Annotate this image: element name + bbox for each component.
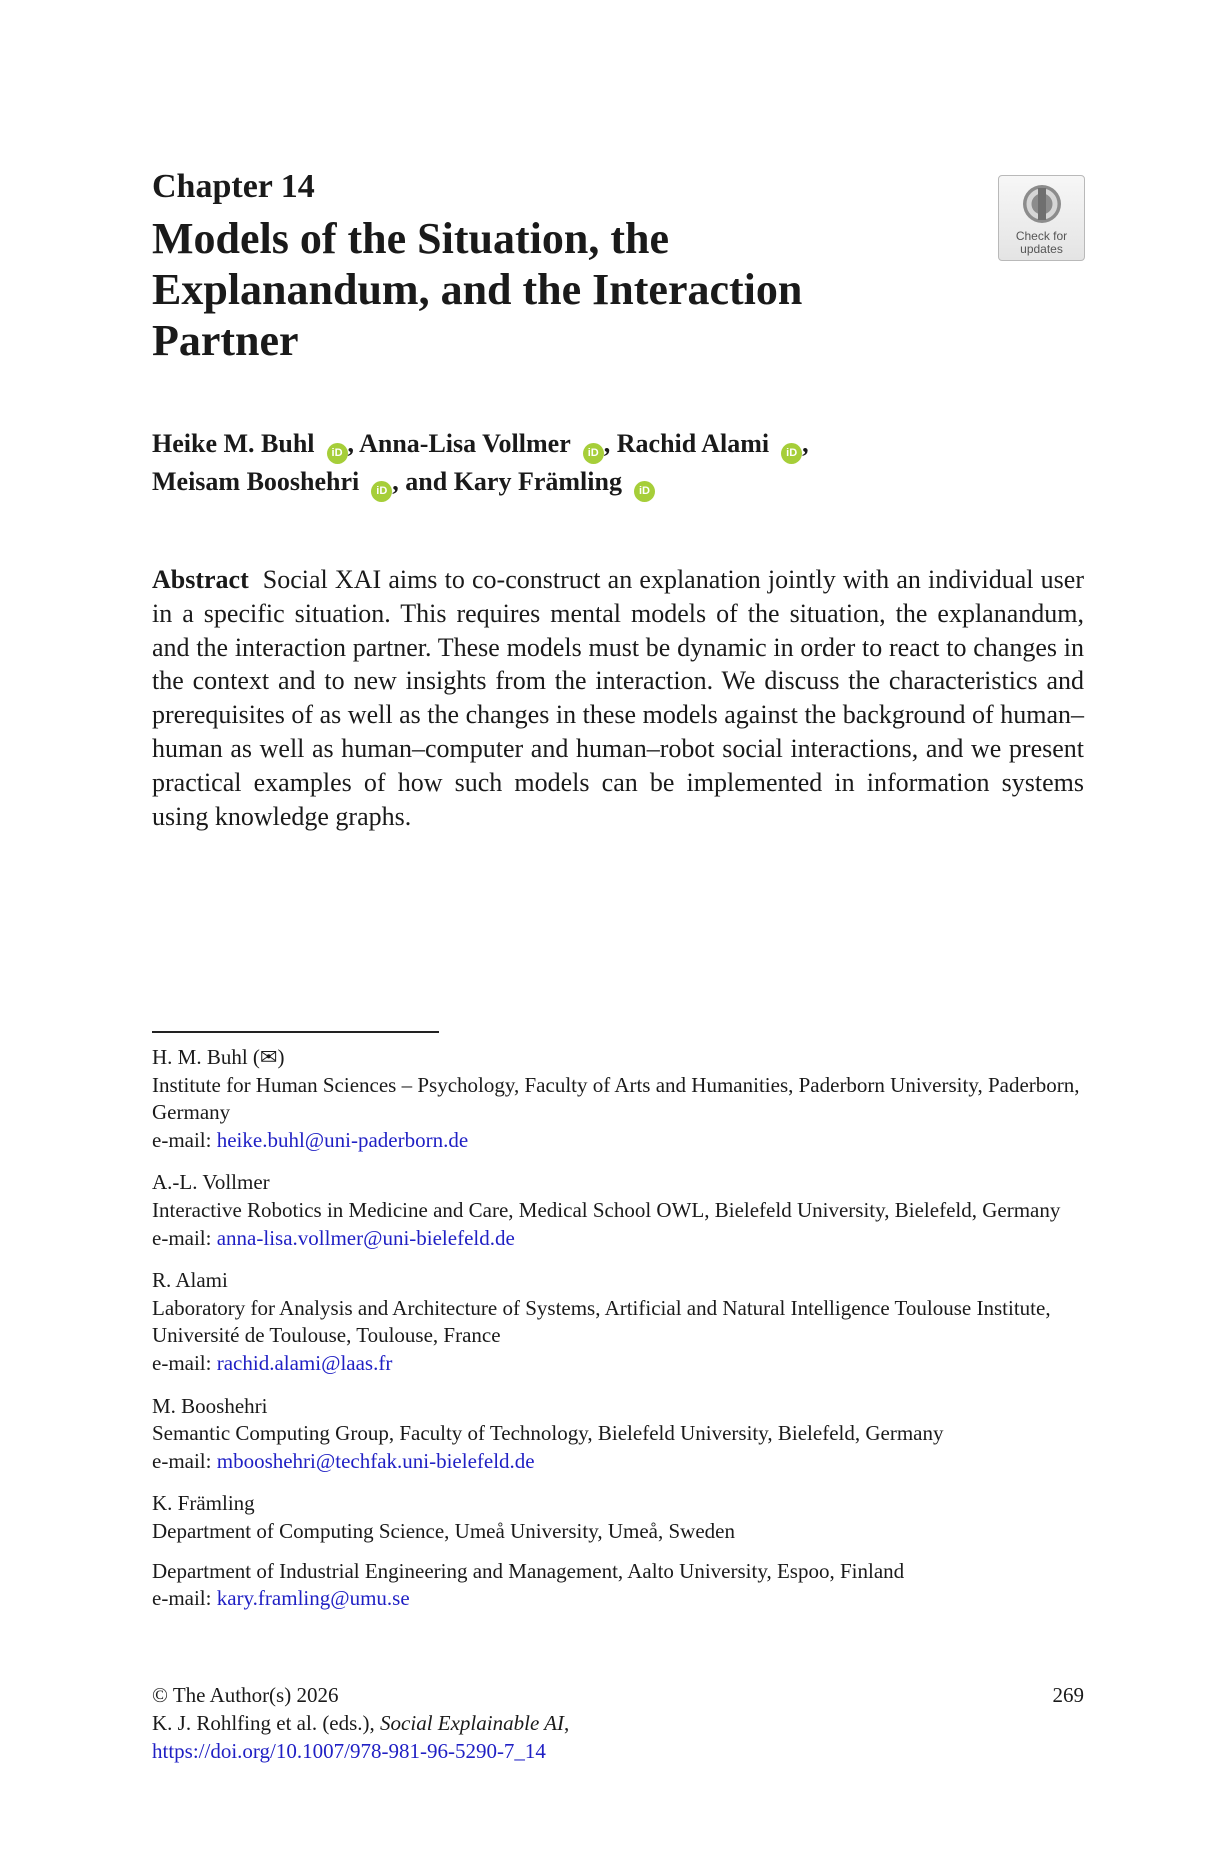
affiliation-institution: Institute for Human Sciences – Psychology, Faculty of Arts and Humanities, Paderborn University, Paderborn, Germany xyxy=(152,1072,1080,1125)
orcid-icon[interactable]: iD xyxy=(327,443,348,464)
orcid-icon[interactable]: iD xyxy=(634,481,655,502)
affiliation-institution: Laboratory for Analysis and Architecture of Systems, Artificial and Natural Intelligence Toulouse Institute, Université de Toulouse, Toulouse, France xyxy=(152,1295,1051,1348)
email-link[interactable]: mbooshehri@techfak.uni-bielefeld.de xyxy=(216,1448,535,1473)
chapter-title-line: Explanandum, and the Interaction xyxy=(152,265,803,314)
orcid-icon[interactable]: iD xyxy=(371,481,392,502)
email-link[interactable]: anna-lisa.vollmer@uni-bielefeld.de xyxy=(216,1225,515,1250)
check-for-updates-badge[interactable] xyxy=(998,175,1085,261)
email-link[interactable]: kary.framling@umu.se xyxy=(216,1586,410,1611)
author-list xyxy=(152,426,809,502)
affiliation-institution: Department of Computing Science, Umeå University, Umeå, Sweden xyxy=(152,1518,735,1543)
author-name: Rachid Alami xyxy=(616,429,770,458)
chapter-label: Chapter 14 xyxy=(152,168,315,205)
affiliation-author: R. Alami xyxy=(152,1268,228,1293)
page-footer xyxy=(152,1681,1084,1765)
email-link[interactable]: heike.buhl@uni-paderborn.de xyxy=(216,1127,469,1152)
orcid-icon[interactable]: iD xyxy=(583,443,604,464)
page-number: 269 xyxy=(1052,1683,1084,1707)
author-line: Heike M. Buhl iD , Anna-Lisa Vollmer iD , Rachid Alami iD , xyxy=(152,426,809,464)
abstract xyxy=(152,563,1084,833)
abstract-text: Social XAI aims to co-construct an explanation jointly with an individual user in a specific situation. This requires mental models of the situation, the explanandum, and the interaction partner. These models must be dynamic in order to react to changes in the context and to new insights from the interaction. We discuss the characteristics and prerequisites of as well as the changes in these models against the background of human–human as well as human–computer and human–robot social interactions, and we present practical examples of how such models can be implemented in information systems using knowledge graphs. xyxy=(152,565,1084,831)
book-title: Social Explainable AI xyxy=(380,1711,564,1735)
affiliation-entry: M. Booshehri Semantic Computing Group, Faculty of Technology, Bielefeld University, Bielefeld, Germany e-mail: mbooshehri@techfak.uni-bielefeld.de xyxy=(152,1393,1084,1476)
affiliations xyxy=(152,1044,1084,1628)
author-name: Meisam Booshehri xyxy=(152,467,360,496)
affiliation-entry: A.-L. Vollmer Interactive Robotics in Medicine and Care, Medical School OWL, Bielefeld University, Bielefeld, Germany e-mail: anna-lisa.vollmer@uni-bielefeld.de xyxy=(152,1169,1084,1252)
author-name: Kary Främling xyxy=(453,467,622,496)
badge-text: Check for updates xyxy=(1015,229,1068,256)
affiliation-author: A.-L. Vollmer xyxy=(152,1170,270,1195)
footnote-divider xyxy=(152,1031,439,1033)
affiliation-institution: Interactive Robotics in Medicine and Care, Medical School OWL, Bielefeld University, Bielefeld, Germany xyxy=(152,1197,1061,1222)
check-for-updates-icon xyxy=(1020,182,1064,226)
affiliation-entry: R. Alami Laboratory for Analysis and Architecture of Systems, Artificial and Natural Intelligence Toulouse Institute, Université de Toulouse, Toulouse, France e-mail: rachid.alami@laas.fr xyxy=(152,1267,1084,1377)
affiliation-institution: Semantic Computing Group, Faculty of Technology, Bielefeld University, Bielefeld, Germany xyxy=(152,1421,944,1446)
author-line: Meisam Booshehri iD , and Kary Främling iD xyxy=(152,464,809,502)
affiliation-author: K. Främling xyxy=(152,1491,255,1516)
email-link[interactable]: rachid.alami@laas.fr xyxy=(216,1350,393,1375)
affiliation-author: M. Booshehri xyxy=(152,1393,268,1418)
copyright: © The Author(s) 2026 xyxy=(152,1683,339,1707)
affiliation-author: H. M. Buhl (✉) xyxy=(152,1045,285,1069)
chapter-title-line: Models of the Situation, the xyxy=(152,214,669,263)
affiliation-entry: H. M. Buhl (✉) Institute for Human Sciences – Psychology, Faculty of Arts and Humanities, Paderborn University, Paderborn, Germany e-mail: heike.buhl@uni-paderborn.de xyxy=(152,1044,1084,1154)
affiliation-institution: Department of Industrial Engineering and Management, Aalto University, Espoo, Finland xyxy=(152,1558,905,1583)
chapter-title-line: Partner xyxy=(152,316,299,365)
author-name: Heike M. Buhl xyxy=(152,429,315,458)
doi-link[interactable]: https://doi.org/10.1007/978-981-96-5290-7_14 xyxy=(152,1739,546,1763)
author-name: Anna-Lisa Vollmer xyxy=(359,429,571,458)
orcid-icon[interactable]: iD xyxy=(781,443,802,464)
chapter-title xyxy=(152,213,912,366)
book-citation: K. J. Rohlfing et al. (eds.), Social Explainable AI, xyxy=(152,1711,570,1735)
affiliation-entry: K. Främling Department of Computing Science, Umeå University, Umeå, Sweden Department of Industrial Engineering and Management, Aalto University, Espoo, Finland e-mail: kary.framling@umu.se xyxy=(152,1490,1084,1612)
abstract-label: Abstract xyxy=(152,565,249,594)
